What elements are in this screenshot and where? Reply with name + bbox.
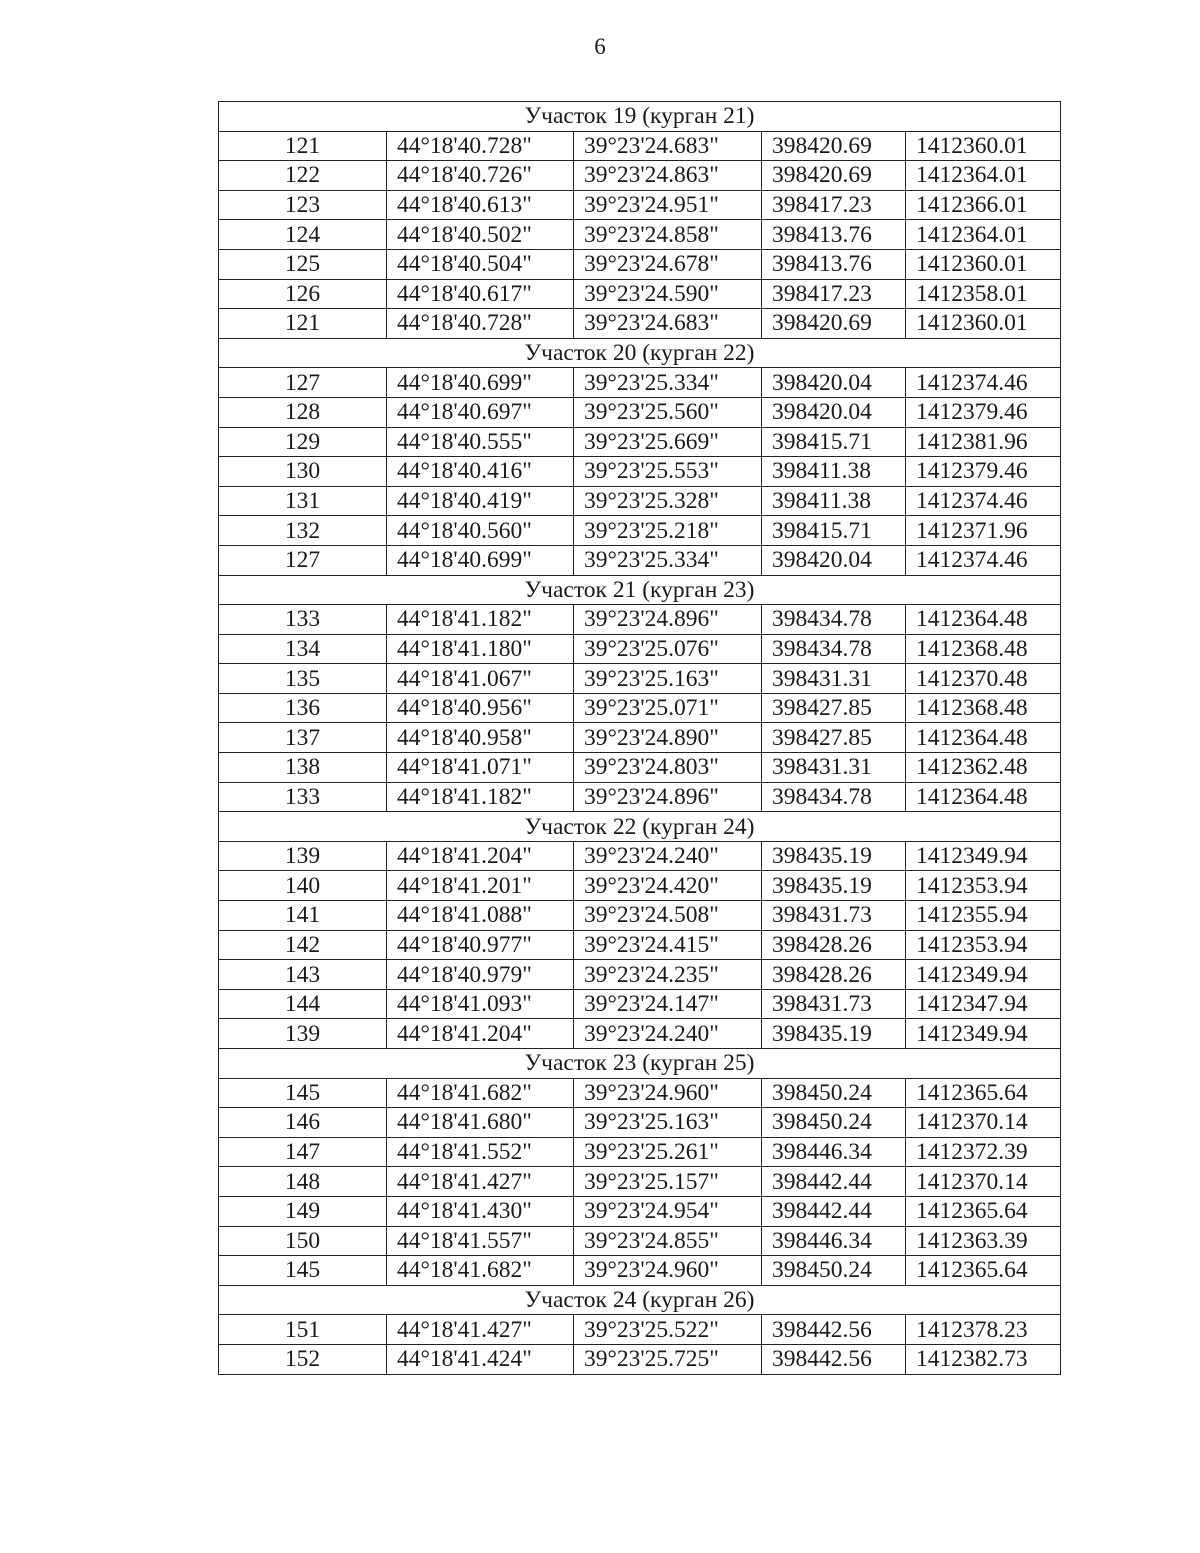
y-coordinate-cell: 1412381.96	[906, 427, 1061, 457]
y-coordinate-cell: 1412368.48	[906, 634, 1061, 664]
y-coordinate-cell: 1412349.94	[906, 960, 1061, 990]
section-header-row	[219, 1049, 1061, 1079]
point-number-cell: 132	[219, 516, 387, 546]
longitude-cell: 39°23'25.522"	[574, 1315, 762, 1345]
longitude-cell: 39°23'25.261"	[574, 1137, 762, 1167]
table-row	[219, 516, 1061, 546]
x-coordinate-cell: 398428.26	[762, 960, 906, 990]
point-number-cell: 123	[219, 190, 387, 220]
latitude-cell: 44°18'41.680"	[387, 1108, 574, 1138]
y-coordinate-cell: 1412379.46	[906, 457, 1061, 487]
latitude-cell: 44°18'41.430"	[387, 1196, 574, 1226]
y-coordinate-cell: 1412360.01	[906, 131, 1061, 161]
y-coordinate-cell: 1412368.48	[906, 693, 1061, 723]
table-row	[219, 1226, 1061, 1256]
x-coordinate-cell: 398420.04	[762, 545, 906, 575]
point-number-cell: 128	[219, 397, 387, 427]
latitude-cell: 44°18'40.502"	[387, 220, 574, 250]
longitude-cell: 39°23'24.683"	[574, 131, 762, 161]
x-coordinate-cell: 398434.78	[762, 605, 906, 635]
point-number-cell: 147	[219, 1137, 387, 1167]
latitude-cell: 44°18'41.067"	[387, 664, 574, 694]
section-header-row	[219, 1285, 1061, 1315]
section-title: Участок 20 (курган 22)	[219, 338, 1061, 368]
longitude-cell: 39°23'24.896"	[574, 782, 762, 812]
y-coordinate-cell: 1412347.94	[906, 989, 1061, 1019]
table-row	[219, 249, 1061, 279]
x-coordinate-cell: 398411.38	[762, 486, 906, 516]
table-row	[219, 989, 1061, 1019]
latitude-cell: 44°18'40.958"	[387, 723, 574, 753]
latitude-cell: 44°18'41.201"	[387, 871, 574, 901]
point-number-cell: 137	[219, 723, 387, 753]
table-row	[219, 1315, 1061, 1345]
longitude-cell: 39°23'24.678"	[574, 249, 762, 279]
point-number-cell: 121	[219, 309, 387, 339]
longitude-cell: 39°23'25.163"	[574, 1108, 762, 1138]
x-coordinate-cell: 398442.44	[762, 1167, 906, 1197]
x-coordinate-cell: 398446.34	[762, 1137, 906, 1167]
y-coordinate-cell: 1412360.01	[906, 249, 1061, 279]
longitude-cell: 39°23'25.725"	[574, 1344, 762, 1374]
x-coordinate-cell: 398420.69	[762, 131, 906, 161]
table-row	[219, 1256, 1061, 1286]
y-coordinate-cell: 1412370.48	[906, 664, 1061, 694]
latitude-cell: 44°18'40.555"	[387, 427, 574, 457]
x-coordinate-cell: 398431.73	[762, 901, 906, 931]
y-coordinate-cell: 1412365.64	[906, 1196, 1061, 1226]
table-row	[219, 486, 1061, 516]
point-number-cell: 139	[219, 841, 387, 871]
table-row	[219, 960, 1061, 990]
x-coordinate-cell: 398450.24	[762, 1256, 906, 1286]
y-coordinate-cell: 1412370.14	[906, 1167, 1061, 1197]
table-row	[219, 1019, 1061, 1049]
x-coordinate-cell: 398420.04	[762, 397, 906, 427]
section-title: Участок 22 (курган 24)	[219, 812, 1061, 842]
latitude-cell: 44°18'41.088"	[387, 901, 574, 931]
latitude-cell: 44°18'40.560"	[387, 516, 574, 546]
table-row	[219, 871, 1061, 901]
longitude-cell: 39°23'24.590"	[574, 279, 762, 309]
longitude-cell: 39°23'24.240"	[574, 841, 762, 871]
y-coordinate-cell: 1412363.39	[906, 1226, 1061, 1256]
point-number-cell: 135	[219, 664, 387, 694]
section-title: Участок 24 (курган 26)	[219, 1285, 1061, 1315]
latitude-cell: 44°18'41.071"	[387, 753, 574, 783]
latitude-cell: 44°18'40.419"	[387, 486, 574, 516]
latitude-cell: 44°18'41.204"	[387, 1019, 574, 1049]
table-row	[219, 220, 1061, 250]
longitude-cell: 39°23'25.163"	[574, 664, 762, 694]
x-coordinate-cell: 398442.56	[762, 1344, 906, 1374]
y-coordinate-cell: 1412353.94	[906, 930, 1061, 960]
y-coordinate-cell: 1412379.46	[906, 397, 1061, 427]
latitude-cell: 44°18'41.427"	[387, 1167, 574, 1197]
point-number-cell: 145	[219, 1078, 387, 1108]
y-coordinate-cell: 1412349.94	[906, 841, 1061, 871]
latitude-cell: 44°18'40.617"	[387, 279, 574, 309]
table-row	[219, 161, 1061, 191]
longitude-cell: 39°23'25.334"	[574, 545, 762, 575]
x-coordinate-cell: 398431.31	[762, 664, 906, 694]
x-coordinate-cell: 398427.85	[762, 723, 906, 753]
point-number-cell: 139	[219, 1019, 387, 1049]
x-coordinate-cell: 398431.73	[762, 989, 906, 1019]
point-number-cell: 126	[219, 279, 387, 309]
y-coordinate-cell: 1412364.01	[906, 161, 1061, 191]
table-row	[219, 1196, 1061, 1226]
point-number-cell: 122	[219, 161, 387, 191]
latitude-cell: 44°18'41.682"	[387, 1078, 574, 1108]
x-coordinate-cell: 398413.76	[762, 249, 906, 279]
y-coordinate-cell: 1412353.94	[906, 871, 1061, 901]
latitude-cell: 44°18'41.204"	[387, 841, 574, 871]
x-coordinate-cell: 398431.31	[762, 753, 906, 783]
x-coordinate-cell: 398450.24	[762, 1078, 906, 1108]
longitude-cell: 39°23'24.863"	[574, 161, 762, 191]
point-number-cell: 131	[219, 486, 387, 516]
coordinates-table	[218, 101, 1061, 1375]
table-row	[219, 397, 1061, 427]
table-row	[219, 1078, 1061, 1108]
x-coordinate-cell: 398420.04	[762, 368, 906, 398]
point-number-cell: 142	[219, 930, 387, 960]
longitude-cell: 39°23'25.560"	[574, 397, 762, 427]
table-row	[219, 693, 1061, 723]
point-number-cell: 133	[219, 605, 387, 635]
table-row	[219, 1344, 1061, 1374]
latitude-cell: 44°18'41.182"	[387, 782, 574, 812]
latitude-cell: 44°18'41.682"	[387, 1256, 574, 1286]
longitude-cell: 39°23'25.334"	[574, 368, 762, 398]
y-coordinate-cell: 1412370.14	[906, 1108, 1061, 1138]
y-coordinate-cell: 1412362.48	[906, 753, 1061, 783]
x-coordinate-cell: 398417.23	[762, 279, 906, 309]
latitude-cell: 44°18'41.557"	[387, 1226, 574, 1256]
page-number: 6	[594, 34, 606, 59]
point-number-cell: 143	[219, 960, 387, 990]
x-coordinate-cell: 398411.38	[762, 457, 906, 487]
point-number-cell: 150	[219, 1226, 387, 1256]
table-row	[219, 753, 1061, 783]
longitude-cell: 39°23'24.960"	[574, 1078, 762, 1108]
longitude-cell: 39°23'24.951"	[574, 190, 762, 220]
x-coordinate-cell: 398415.71	[762, 427, 906, 457]
table-row	[219, 901, 1061, 931]
latitude-cell: 44°18'41.093"	[387, 989, 574, 1019]
latitude-cell: 44°18'41.424"	[387, 1344, 574, 1374]
longitude-cell: 39°23'24.858"	[574, 220, 762, 250]
y-coordinate-cell: 1412364.48	[906, 782, 1061, 812]
x-coordinate-cell: 398420.69	[762, 161, 906, 191]
point-number-cell: 149	[219, 1196, 387, 1226]
table-row	[219, 427, 1061, 457]
y-coordinate-cell: 1412382.73	[906, 1344, 1061, 1374]
y-coordinate-cell: 1412364.48	[906, 605, 1061, 635]
section-title: Участок 21 (курган 23)	[219, 575, 1061, 605]
x-coordinate-cell: 398420.69	[762, 309, 906, 339]
point-number-cell: 125	[219, 249, 387, 279]
point-number-cell: 144	[219, 989, 387, 1019]
latitude-cell: 44°18'41.182"	[387, 605, 574, 635]
point-number-cell: 140	[219, 871, 387, 901]
point-number-cell: 146	[219, 1108, 387, 1138]
section-header-row	[219, 575, 1061, 605]
y-coordinate-cell: 1412374.46	[906, 486, 1061, 516]
table-row	[219, 664, 1061, 694]
longitude-cell: 39°23'24.235"	[574, 960, 762, 990]
longitude-cell: 39°23'24.415"	[574, 930, 762, 960]
y-coordinate-cell: 1412374.46	[906, 368, 1061, 398]
point-number-cell: 138	[219, 753, 387, 783]
table-row	[219, 457, 1061, 487]
point-number-cell: 148	[219, 1167, 387, 1197]
longitude-cell: 39°23'24.896"	[574, 605, 762, 635]
table-row	[219, 1108, 1061, 1138]
point-number-cell: 130	[219, 457, 387, 487]
longitude-cell: 39°23'24.147"	[574, 989, 762, 1019]
x-coordinate-cell: 398446.34	[762, 1226, 906, 1256]
longitude-cell: 39°23'24.420"	[574, 871, 762, 901]
longitude-cell: 39°23'25.076"	[574, 634, 762, 664]
longitude-cell: 39°23'25.328"	[574, 486, 762, 516]
point-number-cell: 127	[219, 368, 387, 398]
x-coordinate-cell: 398427.85	[762, 693, 906, 723]
table-row	[219, 930, 1061, 960]
table-row	[219, 1137, 1061, 1167]
y-coordinate-cell: 1412374.46	[906, 545, 1061, 575]
section-header-row	[219, 102, 1061, 132]
table-row	[219, 545, 1061, 575]
x-coordinate-cell: 398435.19	[762, 841, 906, 871]
section-title: Участок 23 (курган 25)	[219, 1049, 1061, 1079]
table-row	[219, 309, 1061, 339]
section-title: Участок 19 (курган 21)	[219, 102, 1061, 132]
longitude-cell: 39°23'24.855"	[574, 1226, 762, 1256]
point-number-cell: 121	[219, 131, 387, 161]
table-row	[219, 723, 1061, 753]
latitude-cell: 44°18'40.726"	[387, 161, 574, 191]
coordinates-table-body	[219, 102, 1061, 1375]
latitude-cell: 44°18'40.697"	[387, 397, 574, 427]
y-coordinate-cell: 1412378.23	[906, 1315, 1061, 1345]
point-number-cell: 145	[219, 1256, 387, 1286]
point-number-cell: 129	[219, 427, 387, 457]
table-row	[219, 279, 1061, 309]
longitude-cell: 39°23'25.157"	[574, 1167, 762, 1197]
point-number-cell: 141	[219, 901, 387, 931]
longitude-cell: 39°23'24.803"	[574, 753, 762, 783]
table-row	[219, 605, 1061, 635]
latitude-cell: 44°18'40.699"	[387, 368, 574, 398]
point-number-cell: 134	[219, 634, 387, 664]
latitude-cell: 44°18'41.180"	[387, 634, 574, 664]
table-row	[219, 368, 1061, 398]
table-row	[219, 634, 1061, 664]
point-number-cell: 127	[219, 545, 387, 575]
x-coordinate-cell: 398434.78	[762, 634, 906, 664]
latitude-cell: 44°18'40.613"	[387, 190, 574, 220]
y-coordinate-cell: 1412355.94	[906, 901, 1061, 931]
longitude-cell: 39°23'25.071"	[574, 693, 762, 723]
latitude-cell: 44°18'41.427"	[387, 1315, 574, 1345]
section-header-row	[219, 338, 1061, 368]
longitude-cell: 39°23'25.669"	[574, 427, 762, 457]
longitude-cell: 39°23'24.890"	[574, 723, 762, 753]
latitude-cell: 44°18'40.728"	[387, 131, 574, 161]
x-coordinate-cell: 398435.19	[762, 1019, 906, 1049]
latitude-cell: 44°18'40.699"	[387, 545, 574, 575]
longitude-cell: 39°23'25.218"	[574, 516, 762, 546]
table-row	[219, 782, 1061, 812]
y-coordinate-cell: 1412366.01	[906, 190, 1061, 220]
point-number-cell: 151	[219, 1315, 387, 1345]
longitude-cell: 39°23'24.954"	[574, 1196, 762, 1226]
y-coordinate-cell: 1412358.01	[906, 279, 1061, 309]
latitude-cell: 44°18'40.504"	[387, 249, 574, 279]
latitude-cell: 44°18'40.728"	[387, 309, 574, 339]
table-row	[219, 131, 1061, 161]
latitude-cell: 44°18'40.416"	[387, 457, 574, 487]
x-coordinate-cell: 398415.71	[762, 516, 906, 546]
table-row	[219, 841, 1061, 871]
x-coordinate-cell: 398428.26	[762, 930, 906, 960]
point-number-cell: 133	[219, 782, 387, 812]
longitude-cell: 39°23'24.508"	[574, 901, 762, 931]
y-coordinate-cell: 1412372.39	[906, 1137, 1061, 1167]
point-number-cell: 124	[219, 220, 387, 250]
x-coordinate-cell: 398442.56	[762, 1315, 906, 1345]
latitude-cell: 44°18'41.552"	[387, 1137, 574, 1167]
longitude-cell: 39°23'24.683"	[574, 309, 762, 339]
x-coordinate-cell: 398413.76	[762, 220, 906, 250]
point-number-cell: 136	[219, 693, 387, 723]
section-header-row	[219, 812, 1061, 842]
y-coordinate-cell: 1412364.01	[906, 220, 1061, 250]
x-coordinate-cell: 398442.44	[762, 1196, 906, 1226]
y-coordinate-cell: 1412349.94	[906, 1019, 1061, 1049]
latitude-cell: 44°18'40.956"	[387, 693, 574, 723]
longitude-cell: 39°23'24.960"	[574, 1256, 762, 1286]
y-coordinate-cell: 1412371.96	[906, 516, 1061, 546]
x-coordinate-cell: 398417.23	[762, 190, 906, 220]
x-coordinate-cell: 398450.24	[762, 1108, 906, 1138]
longitude-cell: 39°23'24.240"	[574, 1019, 762, 1049]
table-row	[219, 190, 1061, 220]
latitude-cell: 44°18'40.979"	[387, 960, 574, 990]
latitude-cell: 44°18'40.977"	[387, 930, 574, 960]
y-coordinate-cell: 1412365.64	[906, 1078, 1061, 1108]
point-number-cell: 152	[219, 1344, 387, 1374]
y-coordinate-cell: 1412364.48	[906, 723, 1061, 753]
table-row	[219, 1167, 1061, 1197]
y-coordinate-cell: 1412360.01	[906, 309, 1061, 339]
x-coordinate-cell: 398434.78	[762, 782, 906, 812]
longitude-cell: 39°23'25.553"	[574, 457, 762, 487]
y-coordinate-cell: 1412365.64	[906, 1256, 1061, 1286]
x-coordinate-cell: 398435.19	[762, 871, 906, 901]
